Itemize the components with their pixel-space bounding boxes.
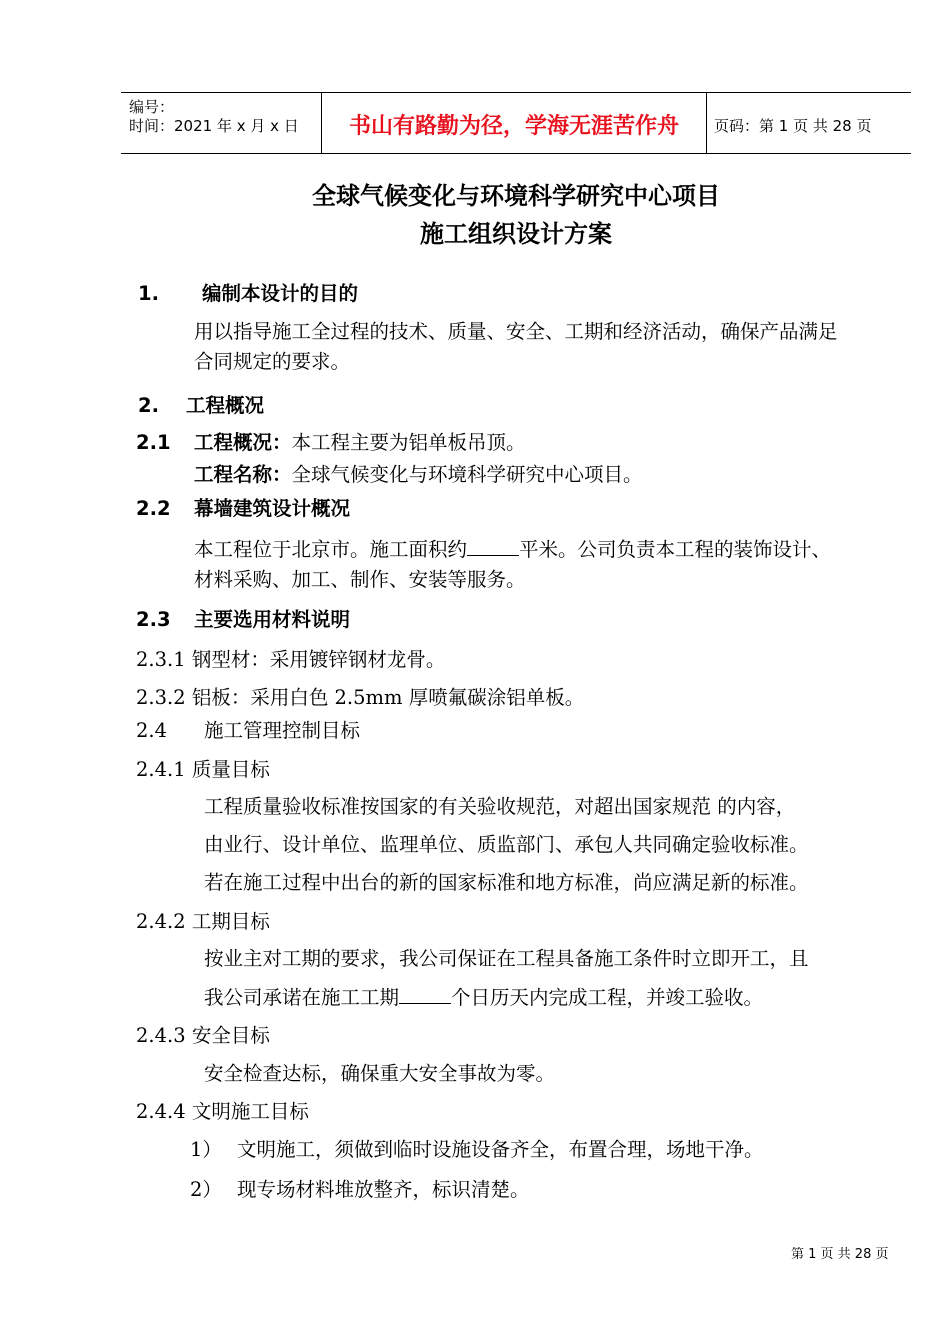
schedule-text-b: 个日历天内完成工程，并竣工验收。: [451, 986, 764, 1009]
section-2-4-1: 2.4.1 质量目标: [136, 758, 270, 781]
doc-title: 全球气候变化与环境科学研究中心项目: [312, 182, 720, 210]
civil-item-1-number: 1）: [190, 1138, 222, 1161]
code-label: 编号：: [129, 98, 175, 116]
section-2-1-number: 2.1: [136, 431, 171, 454]
page-footer: 第 1 页 共 28 页: [791, 1247, 889, 1262]
section-2-title: 工程概况: [186, 394, 265, 417]
schedule-para-line-1: 按业主对工期的要求，我公司保证在工程具备施工条件时立即开工，且: [204, 947, 809, 970]
section-2-4-3: 2.4.3 安全目标: [136, 1024, 270, 1047]
section-2-2-title: 幕墙建筑设计概况: [194, 497, 351, 520]
doc-subtitle: 施工组织设计方案: [420, 220, 612, 248]
section-2-1-line: [194, 433, 526, 453]
motto: 书山有路勤为径，学海无涯苦作舟: [348, 113, 679, 139]
project-overview-text: 本工程主要为铝单板吊顶。: [291, 431, 526, 454]
section-2-3-number: 2.3: [136, 608, 171, 631]
section-1-title: 编制本设计的目的: [202, 282, 359, 305]
services-text: 平米。公司负责本工程的装饰设计、: [519, 538, 832, 561]
area-blank: [467, 539, 519, 556]
section-2-3-2: 2.3.2 铝板：采用白色 2.5mm 厚喷氟碳涂铝单板。: [136, 686, 585, 709]
section-2-number: 2.: [138, 394, 159, 417]
civil-item-1-text: 文明施工，须做到临时设施设备齐全，布置合理，场地干净。: [237, 1138, 764, 1161]
section-2-2-number: 2.2: [136, 497, 171, 520]
project-name-line: [194, 465, 643, 485]
civil-item-2-number: 2）: [190, 1178, 222, 1201]
header-page-cell: [706, 93, 911, 153]
section-2-3-1: 2.3.1 钢型材：采用镀锌钢材龙骨。: [136, 648, 446, 671]
section-1-number: 1.: [138, 282, 159, 305]
project-name-label: 工程名称：: [194, 463, 292, 486]
section-2-4-4: 2.4.4 文明施工目标: [136, 1100, 309, 1123]
quality-para-line-3: 若在施工过程中出台的新的国家标准和地方标准，尚应满足新的标准。: [204, 871, 809, 894]
section-2-4-2: 2.4.2 工期目标: [136, 910, 270, 933]
time-label: 时间：2021 年 x 月 x 日: [129, 117, 299, 135]
section-1-para-line-2: 合同规定的要求。: [194, 350, 351, 373]
page-header: [121, 92, 911, 154]
quality-para-line-1: 工程质量验收标准按国家的有关验收规范，对超出国家规范 的内容，: [204, 795, 796, 818]
section-2-2-para-line-2: 材料采购、加工、制作、安装等服务。: [194, 568, 526, 591]
page-label: 页码：第 1 页 共 28 页: [714, 117, 872, 135]
section-2-4-number: 2.4: [136, 719, 168, 742]
schedule-para-line-2: [204, 987, 763, 1008]
project-overview-label: 工程概况：: [194, 431, 292, 454]
days-blank: [399, 987, 451, 1004]
quality-para-line-2: 由业行、设计单位、监理单位、质监部门、承包人共同确定验收标准。: [204, 833, 809, 856]
section-2-3-title: 主要选用材料说明: [194, 608, 351, 631]
section-2-4-title: 施工管理控制目标: [204, 719, 361, 742]
header-meta-cell: [121, 93, 321, 153]
location-text: 本工程位于北京市。施工面积约: [194, 538, 468, 561]
header-motto-cell: [321, 93, 707, 153]
project-name-text: 全球气候变化与环境科学研究中心项目。: [291, 463, 643, 486]
civil-item-2-text: 现专场材料堆放整齐，标识清楚。: [237, 1178, 530, 1201]
section-1-para-line-1: 用以指导施工全过程的技术、质量、安全、工期和经济活动，确保产品满足: [194, 320, 838, 343]
safety-para: 安全检查达标，确保重大安全事故为零。: [204, 1062, 556, 1085]
section-2-2-para-line-1: [194, 539, 831, 560]
schedule-text-a: 我公司承诺在施工工期: [204, 986, 400, 1009]
